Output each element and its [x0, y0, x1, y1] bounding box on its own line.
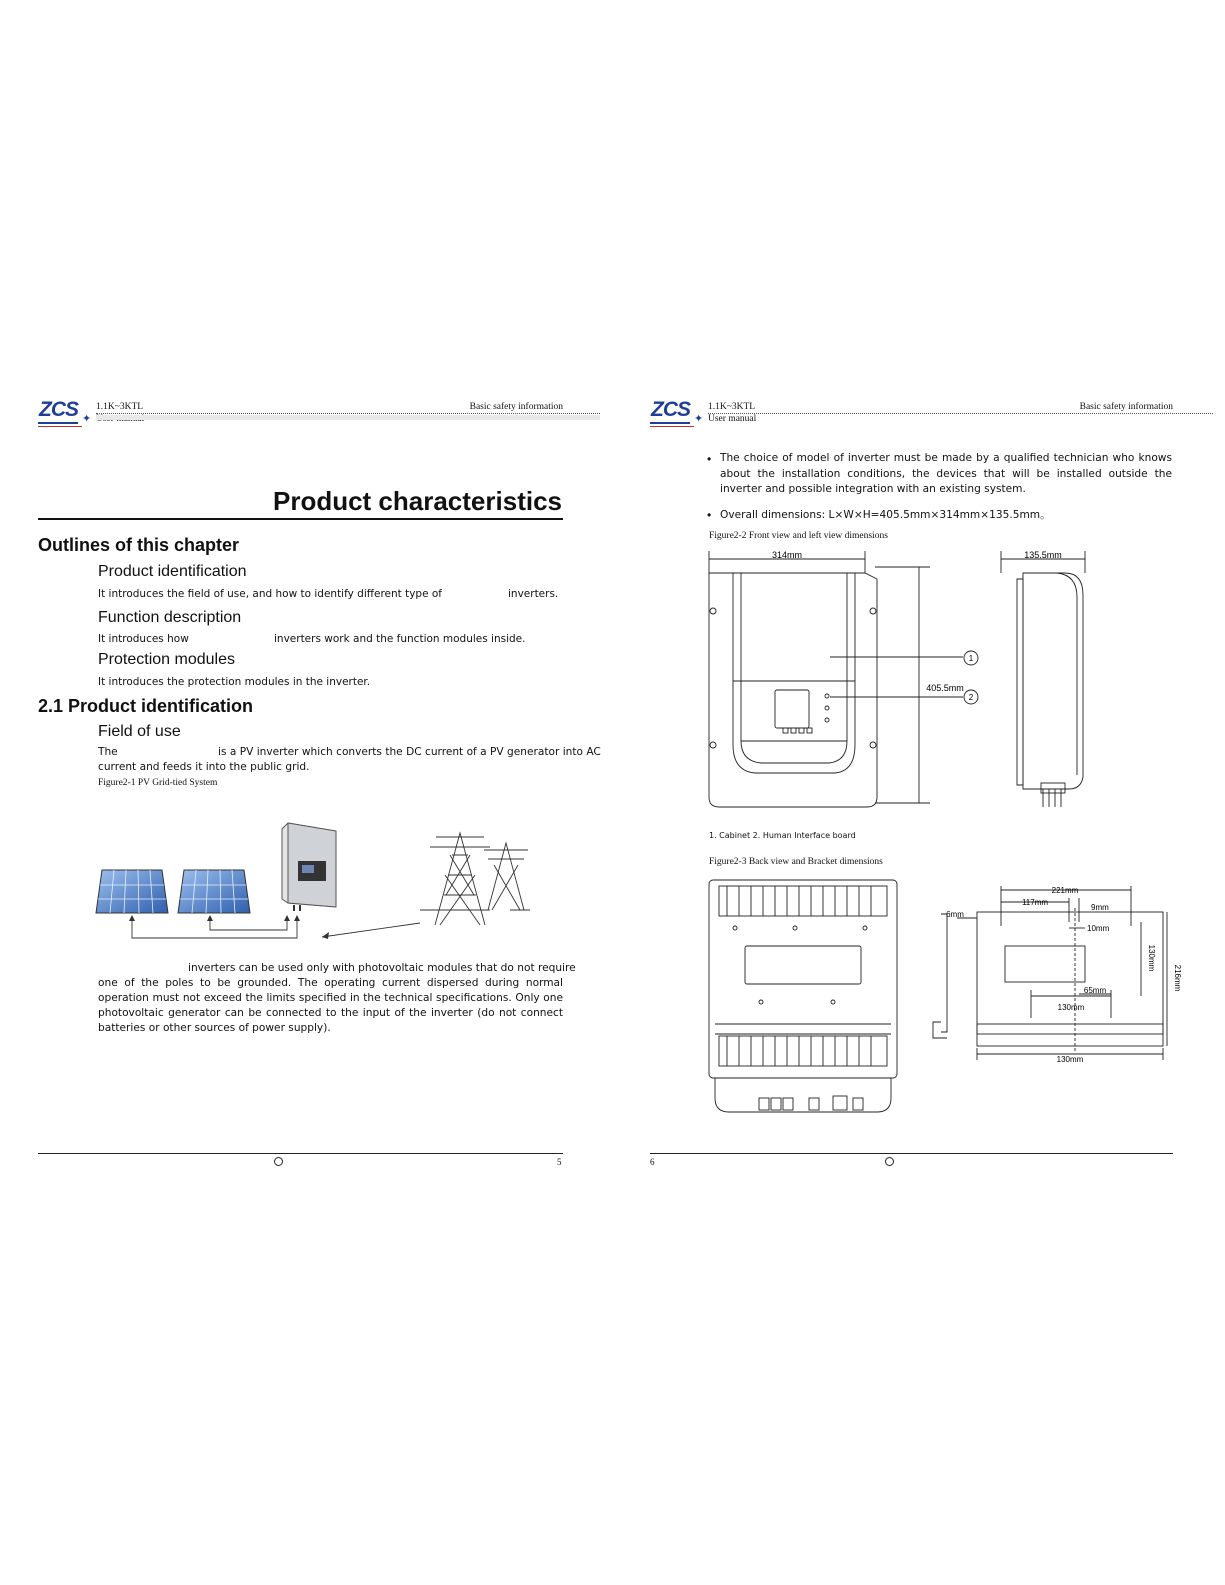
solar-panel-icon	[178, 870, 250, 913]
page-number: 5	[557, 1157, 562, 1167]
outline-item-desc: It introduces the protection modules in the inverter.	[98, 676, 371, 688]
power-tower-icon	[420, 833, 530, 925]
bullet-icon: •	[707, 508, 712, 522]
footer-circle	[274, 1157, 283, 1166]
page-header	[650, 398, 1212, 430]
callout-1: 1	[968, 654, 974, 663]
callout-2: 2	[968, 693, 974, 702]
dim-221-label: 221mm	[1051, 886, 1079, 895]
dim-130b-label: 130mm	[1056, 1055, 1084, 1064]
chapter-rule	[38, 518, 563, 520]
outline-item-desc: It introduces the field of use, and how to identify different type of inverters.	[98, 588, 559, 600]
section-heading: 2.1 Product identification	[38, 696, 254, 716]
footer-rule	[38, 1153, 563, 1154]
bullet-paragraph: The choice of model of inverter must be made by a qualified technician who knows about the installation conditions, the devices that will be installed outside the inverter and possible integration with an existing system.	[720, 452, 1172, 495]
page-header	[38, 398, 600, 430]
dim-130v-label: 130mm	[1147, 944, 1156, 972]
dim-130a-label: 130mm	[1057, 1003, 1085, 1012]
outline-item-title: Function description	[98, 609, 242, 626]
footer-rule	[650, 1153, 1173, 1154]
solar-panel-icon	[96, 870, 168, 913]
outline-item-title: Product identification	[98, 563, 247, 580]
back-view-bracket-figure	[705, 872, 1185, 1122]
right-page	[612, 0, 1225, 1585]
outline-item-desc: It introduces how inverters work and the function modules inside.	[98, 633, 526, 645]
depth-label: 135.5mm	[1024, 550, 1062, 560]
chapter-title: Product characteristics	[272, 486, 562, 516]
left-page	[0, 0, 612, 1585]
field-paragraph: The is a PV inverter which converts the DC current of a PV generator into AC current and feeds it into the public grid.	[98, 746, 601, 773]
inverter-icon	[282, 823, 336, 911]
dim-10-label: 10mm	[1087, 924, 1110, 933]
figure-caption: Figure2-1 PV Grid-tied System	[98, 778, 218, 788]
figure-caption: Figure2-2 Front view and left view dimensions	[709, 531, 888, 541]
figure-legend: 1. Cabinet 2. Human Interface board	[709, 831, 856, 840]
header-model: 1.1K~3KTL	[96, 402, 144, 412]
pv-system-figure	[90, 815, 530, 945]
field-heading: Field of use	[98, 723, 181, 740]
header-manual: User manual	[708, 414, 757, 424]
figure-caption: Figure2-3 Back view and Bracket dimensions	[709, 857, 883, 867]
zcs-logo: ZCS ✦	[39, 398, 92, 425]
dim-65-label: 65mm	[1083, 986, 1107, 995]
outline-item-title: Protection modules	[98, 651, 235, 668]
front-side-view-figure	[705, 545, 1185, 815]
dim-117-label: 117mm	[1021, 898, 1049, 907]
header-section: Basic safety information	[1079, 402, 1173, 412]
footer-circle	[885, 1157, 894, 1166]
dimensions-bullet: Overall dimensions: L×W×H=405.5mm×314mm×135.5mm。	[720, 509, 1051, 521]
dim-6-label: 6mm	[946, 910, 964, 919]
zcs-logo: ZCS ✦	[651, 398, 704, 425]
height-label: 405.5mm	[926, 683, 964, 693]
bullet-icon: •	[707, 452, 712, 466]
header-section: Basic safety information	[469, 402, 563, 412]
dim-216-label: 216mm	[1173, 964, 1182, 992]
width-label: 314mm	[771, 550, 803, 560]
header-model: 1.1K~3KTL	[708, 402, 756, 412]
page-number: 6	[650, 1157, 655, 1167]
dim-9-label: 9mm	[1091, 903, 1109, 912]
usage-paragraph: inverters can be used only with photovoltaic modules that do not require one of the poles to be grounded. The operating current dispersed during normal operation must not exceed the limits specified in the technical specifications. Only one photovoltaic generator can be connected to the input of the inverter (do not connect batteries or other sources of power supply).	[98, 962, 576, 1034]
outline-heading: Outlines of this chapter	[38, 535, 240, 555]
